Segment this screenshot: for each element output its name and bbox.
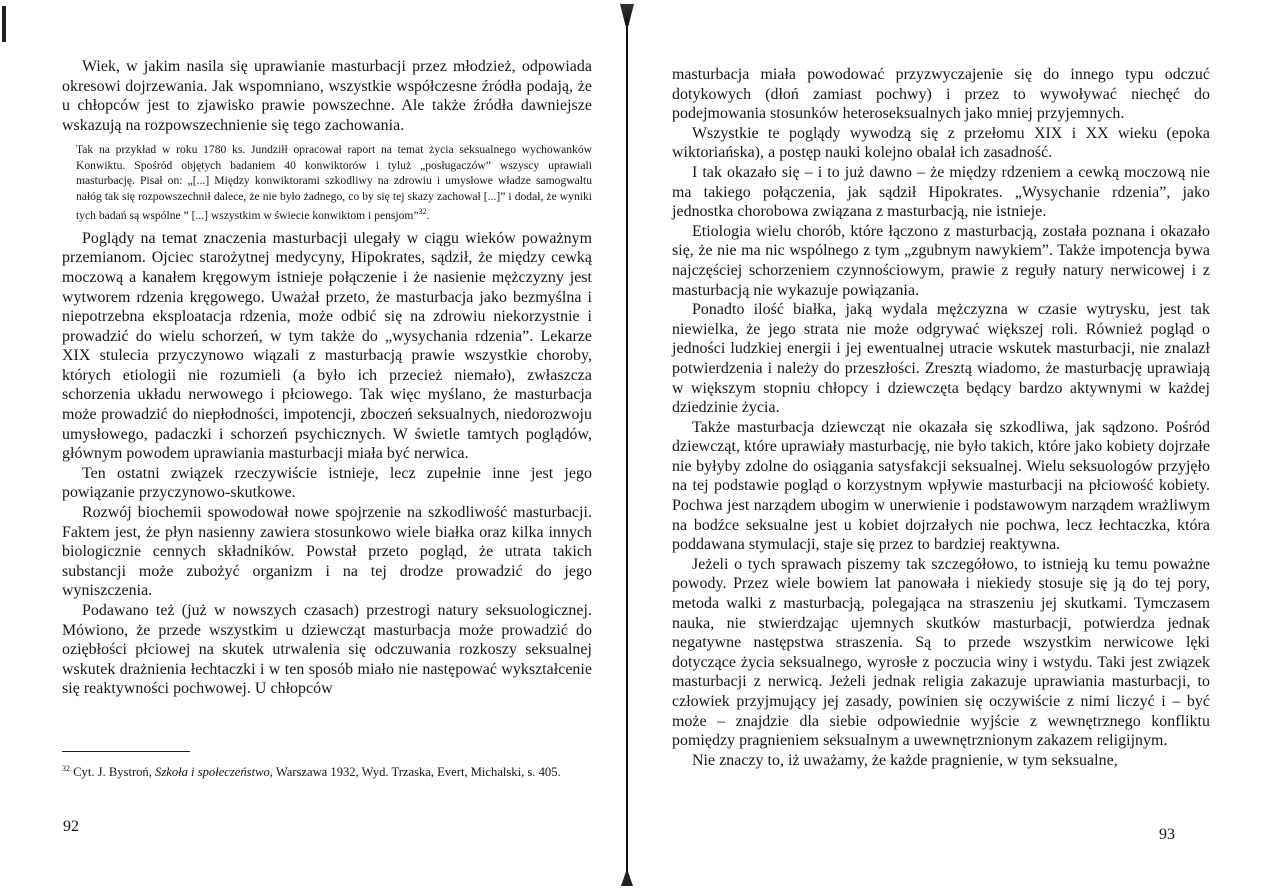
paragraph: masturbacja miała powodować przyzwyczajenie się do innego typu odczuć dotykowych (dłoń zamiast pochwy) i przez to wywoływać niechęć do podejmowania stosunków heteroseksualnych jako mniej przyjemnych. bbox=[672, 66, 1210, 123]
footnote-author: Cyt. J. Bystroń, bbox=[73, 765, 156, 780]
paragraph: Wszystkie te poglądy wywodzą się z przełomu XIX i XX wieku (epoka wiktoriańska), a postęp nauki kolejno obalał ich zasadność. bbox=[672, 124, 1210, 162]
footnote bbox=[62, 760, 592, 781]
footnote-ref: 32 bbox=[418, 207, 427, 217]
paragraph: Także masturbacja dziewcząt nie okazała się szkodliwa, jak sądzono. Pośród dziewcząt, które uprawiały masturbację, nie było takich, które jako kobiety dojrzałe nie byłyby zdolne do osiągania satysfakcji seksualnej. Wielu seksuologów przyjęło na tej podstawie pogląd o korzystnym wpływie masturbacji na płciowość kobiety. Pochwa jest narządem ubogim w unerwienie i podstawowym narządem wrażliwym na bodźce seksualne jest u kobiet dojrzałych nie pochwa, lecz łechtaczka, która poddawana stymulacji, staje się przez to bardziej reaktywna. bbox=[672, 418, 1210, 554]
paragraph: Ten ostatni związek rzeczywiście istnieje, lecz zupełnie inne jest jego powiązanie przyczynowo-skutkowe. bbox=[62, 464, 592, 502]
left-text-column bbox=[62, 57, 592, 699]
paragraph: Rozwój biochemii spowodował nowe spojrzenie na szkodliwość masturbacji. Faktem jest, że płyn nasienny zawiera stosunkowo wiele białka oraz kilka innych biologicznie cennych składników. Powstał przeto pogląd, że utrata takich substancji może zubożyć organizm i na tej drodze prowadzić do jego wyniszczenia. bbox=[62, 504, 592, 600]
left-page bbox=[0, 0, 622, 894]
right-page bbox=[632, 0, 1262, 894]
footnote-title: Szkoła i społeczeństwo bbox=[155, 765, 270, 780]
page-edge-mark bbox=[2, 6, 6, 42]
quote-text: Tak na przykład w roku 1780 ks. Jundziłł opracował raport na temat życia seksualnego wychowanków Konwiktu. Spośród objętych badaniem 40 konwiktorów i tyluż „posługaczów” wszyscy uprawiali masturbację. Pisał on: „[...] Między konwiktorami szkodliwy na zdrowiu i umysłowe władze samogwałtu nałóg tak się rozpowszechnił dalece, że nie było żadnego, co by się tej skazy zachował [...]” i dodał, że wyniki tych badań są wspólne ” [...] wszystkim w świecie konwiktom i pensjom” bbox=[76, 143, 592, 223]
right-text-column bbox=[672, 65, 1210, 770]
paragraph: Nie znaczy to, iż uważamy, że każde pragnienie, w tym seksualne, bbox=[692, 751, 1118, 769]
paragraph: Ponadto ilość białka, jaką wydala mężczyzna w czasie wytrysku, jest tak niewielka, że jego strata nie może odgrywać większej roli. Również pogląd o jedności ludzkiej energii i jej ewentualnej utracie wskutek masturbacji, nie znalazł potwierdzenia i należy do przeszłości. Zresztą wiadomo, że masturbację uprawiają w większym stopniu chłopcy i dziewczęta będący bardzo aktywnymi w każdej dziedzinie życia. bbox=[672, 301, 1210, 417]
gutter-line bbox=[626, 18, 628, 880]
block-quote: Tak na przykład w roku 1780 ks. Jundziłł opracował raport na temat życia seksualnego wychowanków Konwiktu. Spośród objętych badaniem 40 konwiktorów i tyluż „posługaczów” wszyscy uprawiali masturbację. Pisał on: „[...] Między konwiktorami szkodliwy na zdrowiu i umysłowe władze samogwałtu nałóg tak się rozpowszechnił dalece, że nie było żadnego, co by się tej skazy zachował [...]” i dodał, że wyniki tych badań są wspólne ” [...] wszystkim w świecie konwiktom i pensjom”$^{32}$. bbox=[76, 143, 592, 223]
page-number-right: 93 bbox=[1159, 826, 1175, 843]
paragraph: Jeżeli o tych sprawach piszemy tak szczegółowo, to istnieją ku temu poważne powody. Przez wiele bowiem lat panowała i niekiedy stosuje się ją do tej pory, metoda walki z masturbacją, polegająca na straszeniu jej skutkami. Tymczasem nauka, nie stwierdzając ujemnych skutków masturbacji, potwierdza jednak negatywne następstwa straszenia. Są to przede wszystkim nerwicowe lęki dotyczące życia seksualnego, wyrosłe z poczucia winy i wstydu. Taki jest związek masturbacji z nerwicą. Jeżeli jednak religia zakazuje uprawiania masturbacji, to człowiek przyjmujący jej zasady, powinien się oczywiście z nimi liczyć i – być może – znajdzie dla siebie odpowiednie wyjście z wewnętrznego konfliktu pomiędzy pragnieniem seksualnym a uwewnętrznionym zakazem religijnym. bbox=[672, 555, 1210, 750]
paragraph: Podawano też (już w nowszych czasach) przestrogi natury seksuologicznej. Mówiono, że przede wszystkim u dziewcząt masturbacja może prowadzić do oziębłości płciowej na skutek utrwalenia się odczuwania rozkoszy seksualnej wskutek drażnienia łechtaczki i w ten sposób miało nie następować wykształcenie się reaktywności pochwowej. U chłopców bbox=[62, 602, 592, 698]
paragraph: Poglądy na temat znaczenia masturbacji ulegały w ciągu wieków poważnym przemianom. Ojciec starożytnej medycyny, Hipokrates, sądził, że między cewką moczową a kanałem kręgowym istnieje połączenie i że nasienie mężczyzny jest wytworem rdzenia kręgowego. Uważał przeto, że masturbacja jako bezmyślna i niepotrzebna eksploatacja rdzenia, może odbić się na zdrowiu niekorzystnie i prowadzić do wielu schorzeń, w tym także do „wysychania rdzenia”. Lekarze XIX stulecia przyczynowo wiązali z masturbacją prawie wszystkie choroby, których etiologii nie rozumieli (a było ich przecież niemało), zwłaszcza schorzenia układu nerwowego i płciowego. Tak więc myślano, że masturbacja może prowadzić do niepłodności, impotencji, zboczeń seksualnych, niedorozwoju umysłowego, padaczki i schorzeń psychicznych. W świetle tamtych poglądów, głównym powodem uprawiania masturbacji miała być nerwica. bbox=[62, 229, 592, 463]
page-number-left: 92 bbox=[63, 818, 79, 835]
footnote-divider bbox=[62, 751, 190, 752]
footnote-number: 32 bbox=[62, 764, 70, 773]
paragraph: I tak okazało się – i to już dawno – że między rdzeniem a cewką moczową nie ma takiego połączenia, jak sądził Hipokrates. „Wysychanie rdzenia”, jako jednostka chorobowa związana z masturbacją, nie istnieje. bbox=[672, 163, 1210, 221]
paragraph: Wiek, w jakim nasila się uprawianie masturbacji przez młodzież, odpowiada okresowi dojrzewania. Jak wspomniano, wszystkie współczesne źródła podają, że u chłopców jest to zjawisko prawie powszechne. Ale także źródła dawniejsze wskazują na rozpowszechnienie się tego zachowania. bbox=[62, 58, 592, 134]
paragraph: Etiologia wielu chorób, które łączono z masturbacją, została poznana i okazało się, że nie ma nic wspólnego z tym „zgubnym nawykiem”. Także impotencja bywa najczęściej schorzeniem czynnościowym, prawie z reguły natury nerwicowej i z masturbacją nie wykazuje powiązania. bbox=[672, 222, 1210, 299]
footnote-details: , Warszawa 1932, Wyd. Trzaska, Evert, Michalski, s. 405. bbox=[269, 765, 561, 780]
